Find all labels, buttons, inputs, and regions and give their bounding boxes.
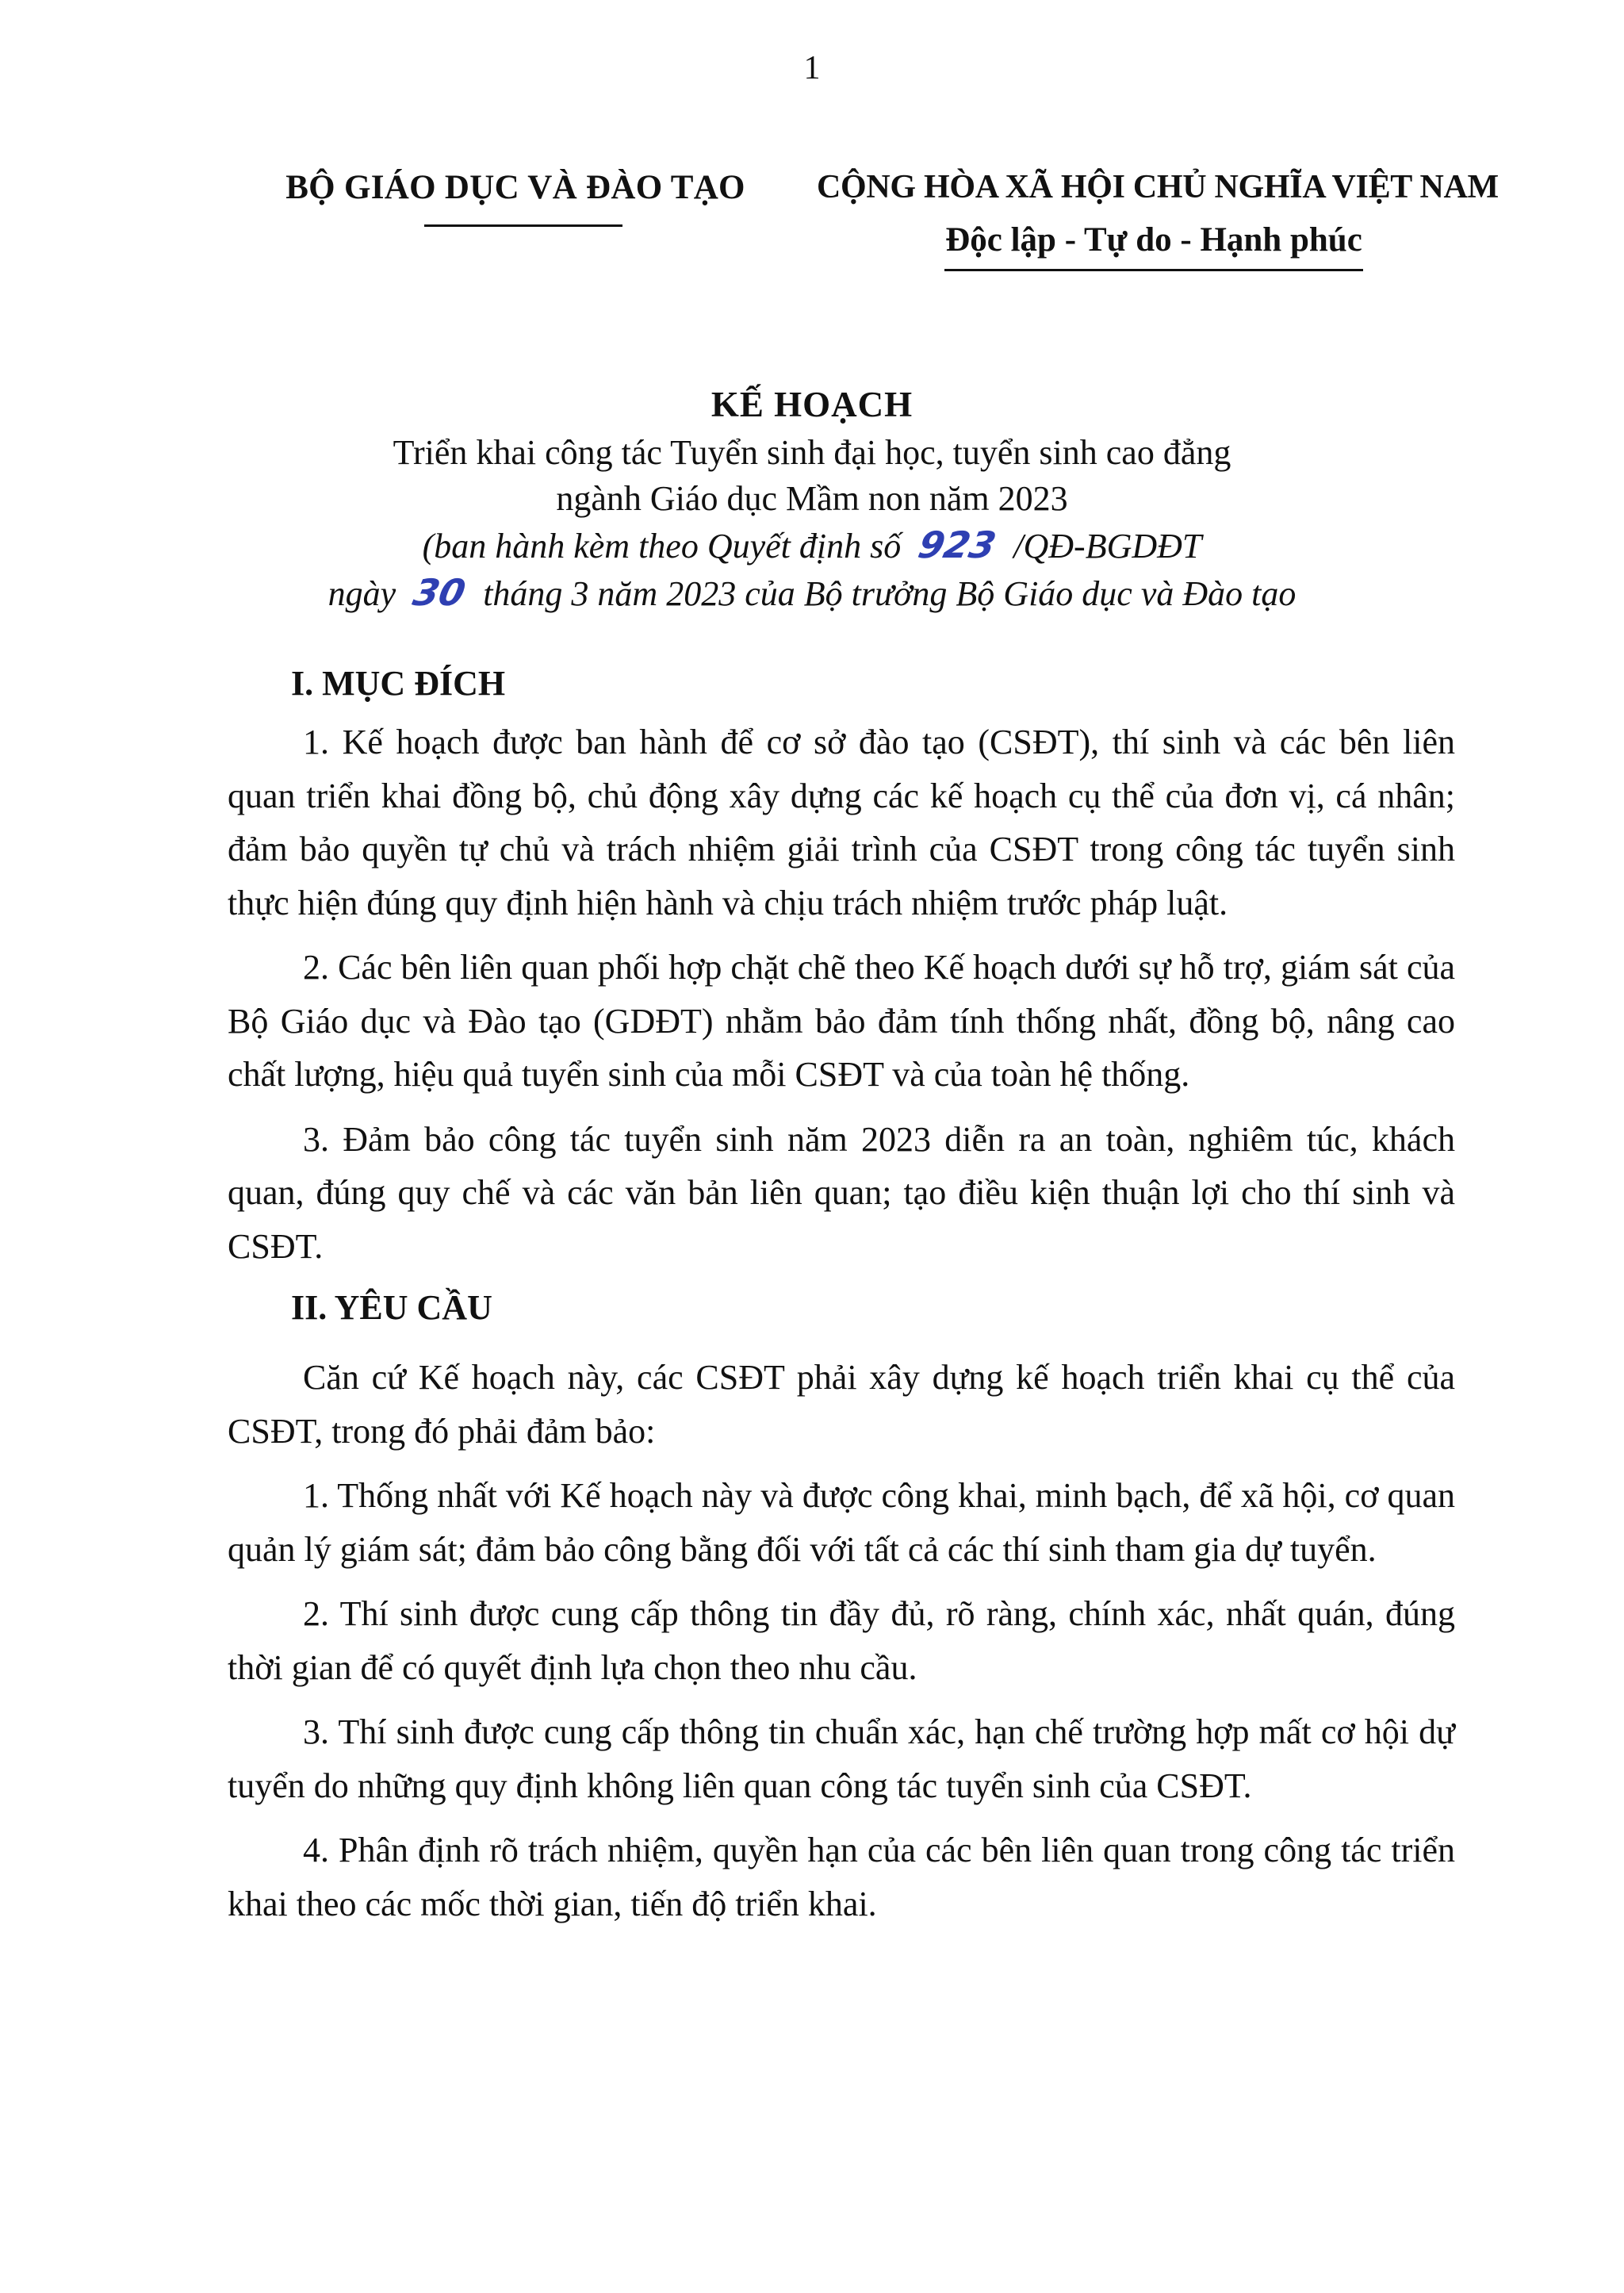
- document-title: KẾ HOẠCH: [710, 385, 914, 424]
- section-heading-purpose: I. MỤC ĐÍCH: [291, 664, 506, 703]
- issuance-line: [0, 522, 1624, 569]
- ministry-underline: [424, 224, 622, 227]
- requirements-paragraph-1: 1. Thống nhất với Kế hoạch này và được công khai, minh bạch, để xã hội, cơ quan quản lý giám sát; đảm bảo công bằng đối với tất cả các thí sinh tham gia dự tuyển.: [228, 1476, 1455, 1569]
- handwritten-date-day: 30: [409, 571, 469, 614]
- purpose-paragraph-2: 2. Các bên liên quan phối hợp chặt chẽ theo Kế hoạch dưới sự hỗ trợ, giám sát của Bộ Giáo dục và Đào tạo (GDĐT) nhằm bảo đảm tính thống nhất, đồng bộ, nâng cao chất lượng, hiệu quả tuyển sinh của mỗi CSĐT và của toàn hệ thống.: [228, 948, 1455, 1094]
- document-subtitle-line2: ngành Giáo dục Mầm non năm 2023: [556, 479, 1068, 518]
- motto-underline: [944, 269, 1363, 271]
- issuance-suffix: /QĐ-BGDĐT: [1013, 527, 1202, 566]
- requirements-paragraph-2: 2. Thí sinh được cung cấp thông tin đầy đủ, rõ ràng, chính xác, nhất quán, đúng thời gian để có quyết định lựa chọn theo nhu cầu.: [228, 1594, 1455, 1687]
- issuance-date-line: [0, 569, 1624, 617]
- requirements-intro: Căn cứ Kế hoạch này, các CSĐT phải xây dựng kế hoạch triển khai cụ thể của CSĐT, trong đó phải đảm bảo:: [228, 1358, 1455, 1451]
- ministry-name: BỘ GIÁO DỤC VÀ ĐÀO TẠO: [285, 169, 745, 206]
- purpose-paragraph-1: 1. Kế hoạch được ban hành để cơ sở đào tạo (CSĐT), thí sinh và các bên liên quan triển khai đồng bộ, chủ động xây dựng các kế hoạch cụ thể của đơn vị, cá nhân; đảm bảo quyền tự chủ và trách nhiệm giải trình của CSĐT trong công tác tuyển sinh thực hiện đúng quy định hiện hành và chịu trách nhiệm trước pháp luật.: [228, 723, 1455, 922]
- date-suffix: tháng 3 năm 2023 của Bộ trưởng Bộ Giáo dục và Đào tạo: [483, 574, 1297, 613]
- national-header: [817, 168, 1499, 271]
- requirements-paragraph-4: 4. Phân định rõ trách nhiệm, quyền hạn của các bên liên quan trong công tác triển khai theo các mốc thời gian, tiến độ triển khai.: [228, 1831, 1455, 1923]
- document-subtitle-line1: Triển khai công tác Tuyển sinh đại học, tuyển sinh cao đẳng: [393, 433, 1231, 472]
- page-number: 1: [803, 50, 821, 86]
- section-heading-requirements: II. YÊU CẦU: [291, 1288, 492, 1327]
- date-prefix: ngày: [327, 574, 396, 613]
- national-motto: Độc lập - Tự do - Hạnh phúc: [945, 221, 1362, 259]
- document-body: [228, 652, 1455, 1931]
- requirements-paragraph-3: 3. Thí sinh được cung cấp thông tin chuẩn xác, hạn chế trường hợp mất cơ hội dự tuyển do những quy định không liên quan công tác tuyển sinh của CSĐT.: [228, 1712, 1455, 1805]
- nation-name: CỘNG HÒA XÃ HỘI CHỦ NGHĨA VIỆT NAM: [817, 169, 1499, 205]
- issuance-prefix: (ban hành kèm theo Quyết định số: [422, 527, 902, 566]
- document-title-block: [0, 379, 1624, 617]
- purpose-paragraph-3: 3. Đảm bảo công tác tuyển sinh năm 2023 diễn ra an toàn, nghiêm túc, khách quan, đúng quy chế và các văn bản liên quan; tạo điều kiện thuận lợi cho thí sinh và CSĐT.: [228, 1119, 1455, 1266]
- ministry-header: [238, 168, 793, 227]
- handwritten-decision-number: 923: [914, 523, 1001, 566]
